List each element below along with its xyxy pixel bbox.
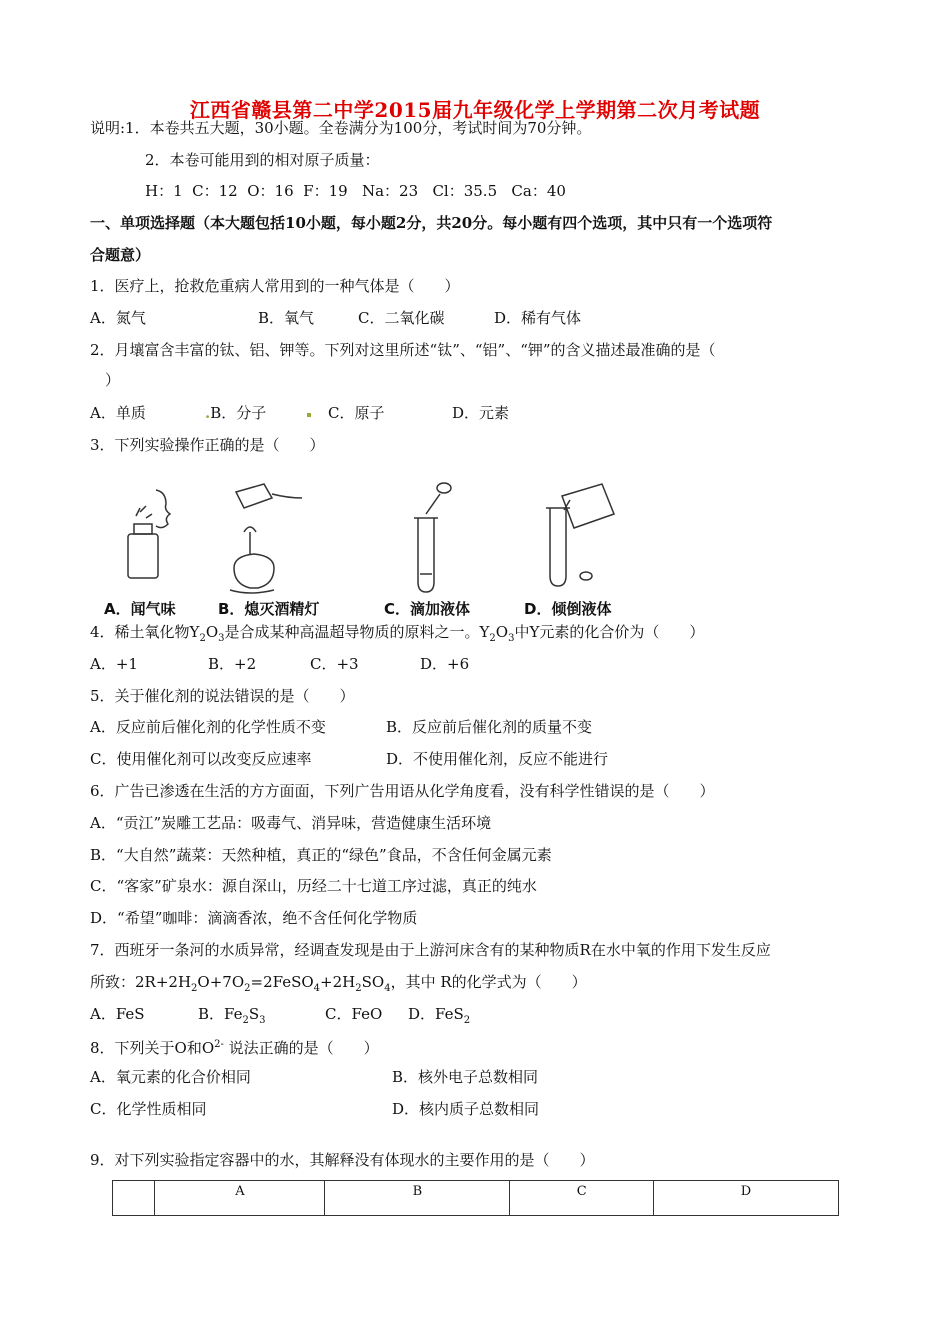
q7-option-a: A．FeS (90, 1005, 145, 1023)
q7-eq-part-1: 所致：2R+2H (90, 973, 192, 991)
q5-option-c: C．使用催化剂可以改变反应速率 (90, 750, 312, 768)
highlight-mark: . (205, 404, 211, 422)
q8-option-a: A．氧元素的化合价相同 (90, 1068, 251, 1086)
question-7-stem-2: 所致：$2R+2H_2O+7O_2=2FeSO_4+2H_2SO_4$，其中 R的化学式为（ ） (90, 973, 587, 994)
q4-option-a: A．+1 (90, 655, 138, 673)
atomic-mass-line: H：1 C：12 O：16 F：19 Na：23 Cl：35.5 Ca：40 (145, 182, 566, 200)
q4-sub-3a: 3 (218, 633, 225, 644)
q9-table (112, 1180, 839, 1216)
q4-sub-2b: 2 (489, 633, 496, 644)
table-header-row (113, 1181, 839, 1216)
q4-stem-part-3: 中Y元素的化合价为（ ） (514, 623, 705, 641)
q1-option-d: D．稀有气体 (494, 309, 582, 327)
page-title: 江西省赣县第二中学2015届九年级化学上学期第二次月考试题 (189, 98, 761, 122)
table-header-cell: D (654, 1181, 839, 1216)
note-line-1: 说明:1．本卷共五大题，30小题。全卷满分为100分，考试时间为70分钟。 (90, 119, 592, 137)
alcohol-lamp-figure (230, 484, 302, 593)
q4-option-c: C．+3 (310, 655, 359, 673)
pouring-figure (546, 484, 614, 586)
question-3-stem: 3．下列实验操作正确的是（ ） (90, 436, 325, 454)
q7-option-c: C．FeO (325, 1005, 383, 1023)
q7-option-d-label: D．FeS (408, 1005, 464, 1023)
figure-caption-b: B．熄灭酒精灯 (218, 600, 320, 618)
question-9-stem: 9．对下列实验指定容器中的水，其解释没有体现水的主要作用的是（ ） (90, 1151, 595, 1169)
lab-operations-figure (100, 478, 660, 626)
q7-option-b: B．$Fe_2S_3$ (198, 1005, 266, 1026)
q6-option-a: A．“贡江”炭雕工艺品：吸毒气、消异味，营造健康生活环境 (90, 814, 492, 832)
q8-charge: 2- (214, 1039, 224, 1050)
question-2-stem-1: 2．月壤富含丰富的钛、铝、钾等。下列对这里所述“钛”、“铝”、“钾”的含义描述最准确的是（ (90, 341, 716, 359)
q7-option-d: D．FeS$_2$ (408, 1005, 471, 1026)
q6-option-d: D．“希望”咖啡：滴滴香浓，绝不含任何化学物质 (90, 909, 418, 927)
highlight-dot (307, 413, 311, 417)
smell-figure (128, 490, 170, 578)
q8-stem-part-1: 8．下列关于O和O (90, 1039, 215, 1057)
q5-option-d: D．不使用催化剂，反应不能进行 (386, 750, 609, 768)
q4-sub-2a: 2 (199, 633, 206, 644)
table-header-cell: B (325, 1181, 510, 1216)
q2-option-b-label: B．分子 (210, 404, 267, 422)
q4-stem-part-1: 4．稀土氧化物Y (90, 623, 200, 641)
table-header-cell: A (155, 1181, 325, 1216)
question-8-stem (90, 1035, 379, 1058)
question-5-stem: 5．关于催化剂的说法错误的是（ ） (90, 687, 355, 705)
q4-option-d: D．+6 (420, 655, 470, 673)
q5-option-b: B．反应前后催化剂的质量不变 (386, 718, 593, 736)
q8-option-c: C．化学性质相同 (90, 1100, 207, 1118)
q1-option-c: C．二氧化碳 (358, 309, 445, 327)
q5-option-a: A．反应前后催化剂的化学性质不变 (90, 718, 326, 736)
q8-option-d: D．核内质子总数相同 (392, 1100, 540, 1118)
q8-stem-part-2: 说法正确的是（ ） (223, 1039, 379, 1057)
q6-option-c: C．“客家”矿泉水：源自深山，历经二十七道工序过滤，真正的纯水 (90, 877, 537, 895)
question-2-stem-2: ） (90, 371, 121, 389)
q2-option-a: A．单质 (90, 404, 146, 422)
question-4-stem (90, 622, 704, 649)
note-line-2: 2．本卷可能用到的相对原子质量： (145, 151, 380, 169)
q2-option-b (205, 403, 266, 423)
q7-eq-part-2: ，其中 R的化学式为（ ） (390, 973, 587, 991)
figure-caption-a: A．闻气味 (104, 600, 176, 618)
q2-option-c-label: C．原子 (328, 404, 385, 422)
q1-option-b: B．氧气 (258, 309, 315, 327)
table-header-cell: C (510, 1181, 654, 1216)
dropper-figure (414, 483, 451, 592)
q1-option-a: A．氮气 (90, 309, 146, 327)
question-6-stem: 6．广告已渗透在生活的方方面面，下列广告用语从化学角度看，没有科学性错误的是（ ） (90, 782, 715, 800)
q7-option-b-label: B．Fe (198, 1005, 243, 1023)
table-header-cell (113, 1181, 155, 1216)
figure-caption-d: D．倾倒液体 (524, 600, 612, 618)
q2-option-d: D．元素 (452, 404, 510, 422)
q2-option-c (328, 403, 384, 423)
figure-caption-c: C．滴加液体 (384, 600, 471, 618)
q4-option-b: B．+2 (208, 655, 257, 673)
section-heading-1: 一、单项选择题（本大题包括10小题，每小题2分，共20分。每小题有四个选项，其中只有一个选项符 (90, 214, 773, 232)
question-7-stem-1: 7．西班牙一条河的水质异常，经调查发现是由于上游河床含有的某种物质R在水中氧的作用下发生反应 (90, 941, 771, 959)
q4-o-b: O (495, 623, 509, 641)
section-heading-2: 合题意） (90, 246, 151, 264)
q4-o-a: O (205, 623, 219, 641)
question-1-stem: 1．医疗上，抢救危重病人常用到的一种气体是（ ） (90, 277, 460, 295)
q6-option-b: B．“大自然”蔬菜：天然种植，真正的“绿色”食品，不含任何金属元素 (90, 846, 552, 864)
q8-option-b: B．核外电子总数相同 (392, 1068, 539, 1086)
q4-sub-3b: 3 (508, 633, 515, 644)
q4-stem-part-2: 是合成某种高温超导物质的原料之一。Y (224, 623, 490, 641)
